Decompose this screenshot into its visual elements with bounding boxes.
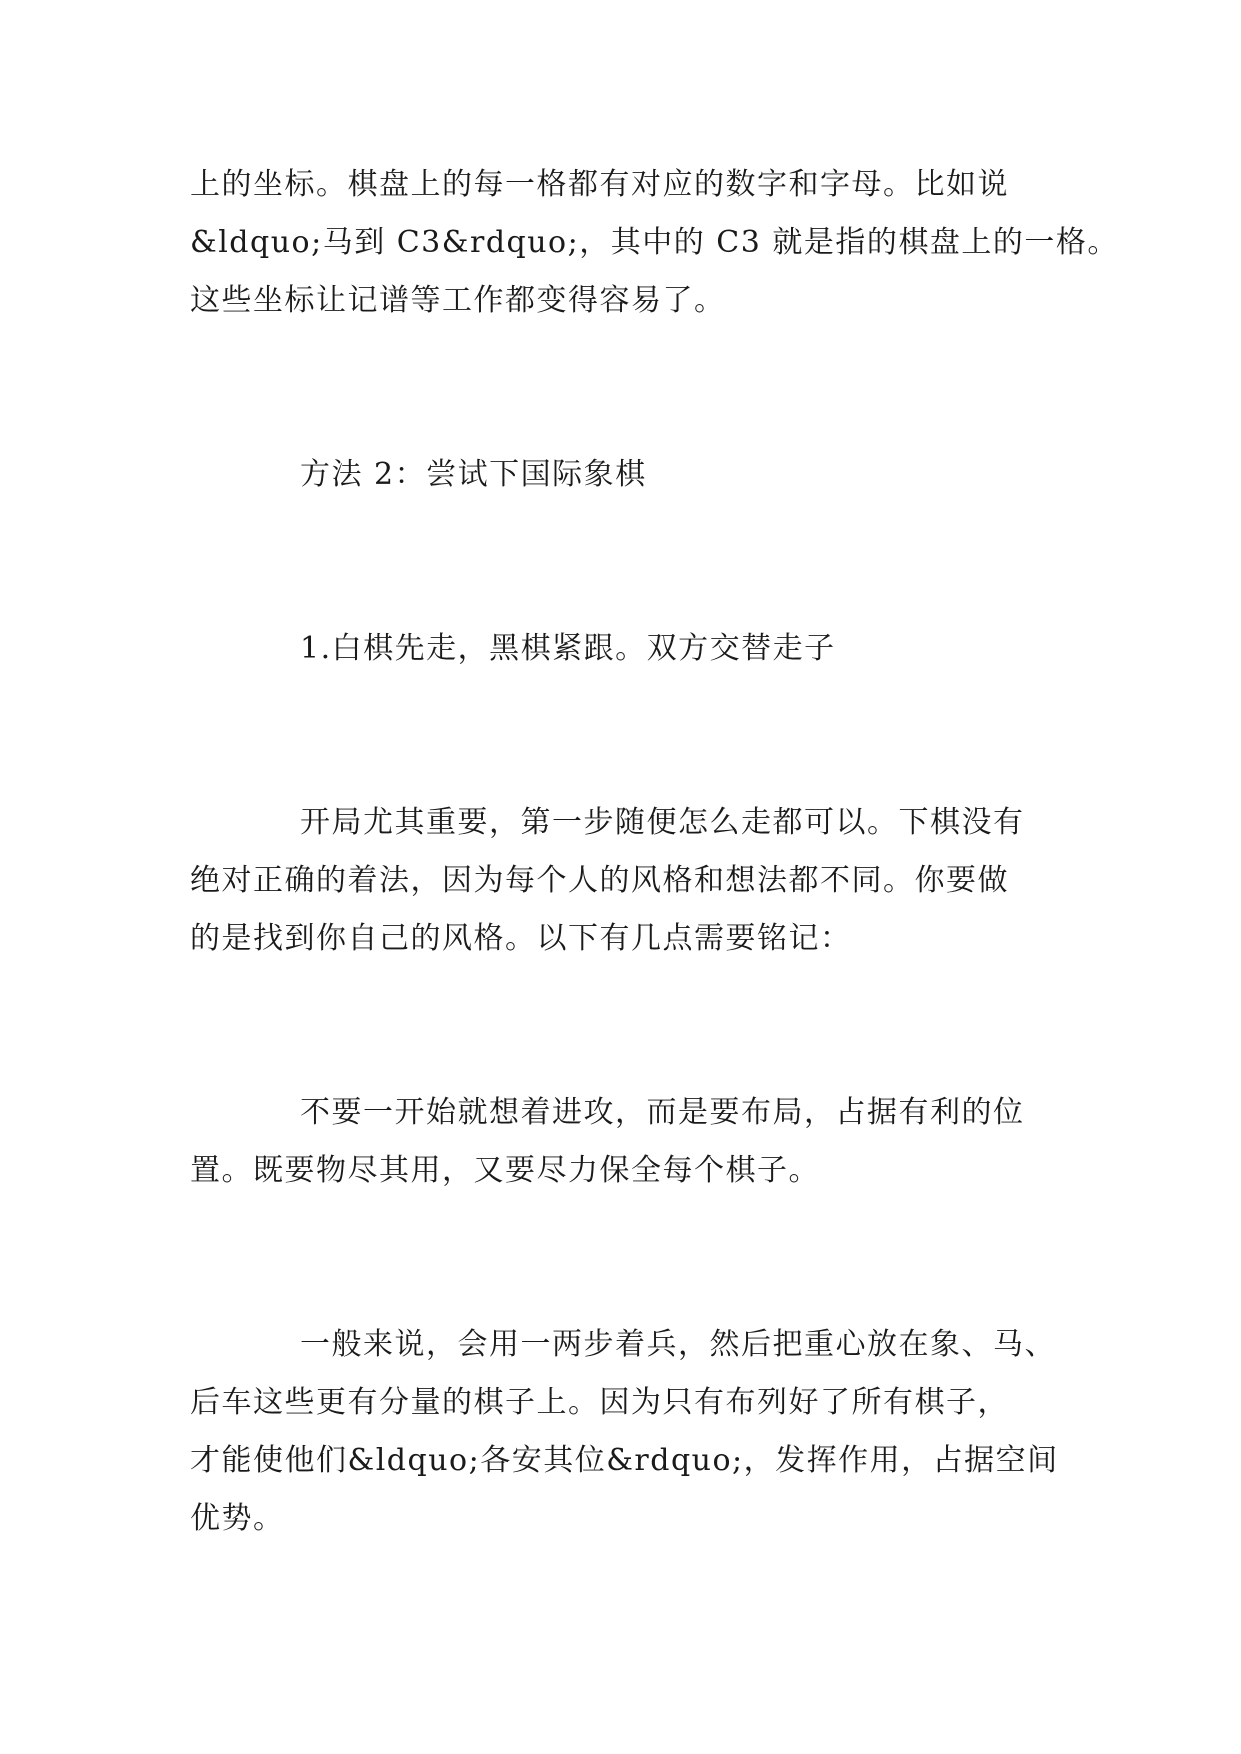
paragraph-1-line-1: 上的坐标。棋盘上的每一格都有对应的数字和字母。比如说	[190, 167, 1009, 202]
paragraph-4-line-2: 后车这些更有分量的棋子上。因为只有布列好了所有棋子，	[190, 1385, 1009, 1420]
paragraph-3-line-2: 置。既要物尽其用，又要尽力保全每个棋子。	[190, 1153, 820, 1188]
paragraph-1-line-3: 这些坐标让记谱等工作都变得容易了。	[190, 283, 726, 318]
paragraph-2-line-3: 的是找到你自己的风格。以下有几点需要铭记：	[190, 921, 852, 956]
paragraph-4-line-4: 优势。	[190, 1501, 285, 1536]
paragraph-4-line-1: 一般来说，会用一两步着兵，然后把重心放在象、马、	[300, 1327, 1056, 1362]
paragraph-4-line-3: 才能使他们&ldquo;各安其位&rdquo;，发挥作用，占据空间	[190, 1443, 1059, 1478]
paragraph-2-line-1: 开局尤其重要，第一步随便怎么走都可以。下棋没有	[300, 805, 1025, 840]
section-heading: 方法 2：尝试下国际象棋	[300, 457, 647, 492]
step-1-title: 1.白棋先走，黑棋紧跟。双方交替走子	[300, 631, 836, 666]
paragraph-2-line-2: 绝对正确的着法，因为每个人的风格和想法都不同。你要做	[190, 863, 1009, 898]
paragraph-3-line-1: 不要一开始就想着进攻，而是要布局，占据有利的位	[300, 1095, 1025, 1130]
paragraph-1-line-2: &ldquo;马到 C3&rdquo;，其中的 C3 就是指的棋盘上的一格。	[190, 225, 1119, 260]
